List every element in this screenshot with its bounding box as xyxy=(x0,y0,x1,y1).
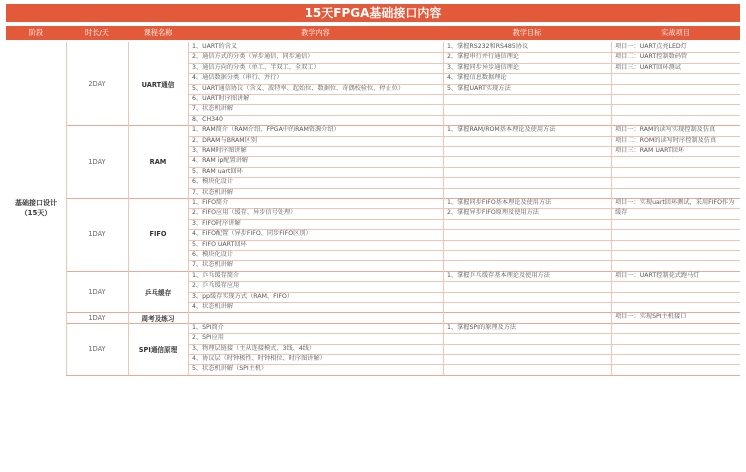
goal-cell xyxy=(447,104,609,114)
header-goal: 教学目标 xyxy=(512,28,542,37)
goal-cell: 2、掌握异步FIFO原理及使用方法 xyxy=(447,209,539,217)
content-cell: 1、FIFO简介 xyxy=(192,199,229,206)
course-name-cell: 乒乓缓存 xyxy=(144,288,172,297)
goal-cell: 4、掌握信息数据理论 xyxy=(447,74,507,82)
stage-label: 基础接口设计 xyxy=(15,199,57,208)
project-cell xyxy=(615,167,738,177)
duration-cell: 1DAY xyxy=(88,313,106,322)
course-name-cell: UART通信 xyxy=(141,80,175,89)
content-cell: 3、物理层链接（主从连接模式、3线、4线） xyxy=(192,344,316,352)
stage-cell xyxy=(6,42,66,375)
project-cell xyxy=(615,302,738,312)
goal-cell xyxy=(447,302,609,312)
header-content: 教学内容 xyxy=(301,28,330,37)
column-divider xyxy=(188,42,189,375)
content-cell: 5、UART通信协议（含义、波特率、起始位、数据位、奇偶校验位、停止位） xyxy=(192,84,405,92)
content-cell: 7、状态机讲解 xyxy=(192,261,234,269)
goal-cell xyxy=(447,354,609,364)
project-cell: 项目一：实现uart回环测试，采用FIFO作为 xyxy=(615,199,735,206)
content-cell: 8、CH340 xyxy=(192,115,223,123)
project-cell: 项目一：UART控制花式跑马灯 xyxy=(615,271,700,279)
project-cell xyxy=(615,73,738,83)
goal-cell xyxy=(447,156,609,166)
project-cell xyxy=(615,188,738,198)
project-cell: 项目一：实现SPI主机接口 xyxy=(615,313,687,321)
project-cell xyxy=(615,177,738,187)
project-cell xyxy=(615,240,738,250)
duration-cell: 1DAY xyxy=(88,230,106,239)
group-divider xyxy=(66,375,740,376)
content-cell: 6、模块化设计 xyxy=(192,178,234,186)
goal-cell xyxy=(447,344,609,354)
content-cell: 5、RAM uart回环 xyxy=(192,167,243,175)
content-cell: 1、RAM简介（RAM介绍、FPGA中的RAM资源介绍） xyxy=(192,126,340,134)
goal-cell xyxy=(447,260,609,270)
project-cell: 缓存 xyxy=(615,209,628,217)
project-cell: 项目二：UART控制数码管 xyxy=(615,53,688,61)
project-cell xyxy=(615,364,738,374)
project-cell: 项目三：RAM UART回环 xyxy=(615,147,685,154)
header-stage: 阶段 xyxy=(28,28,44,37)
project-cell xyxy=(615,333,738,343)
goal-cell xyxy=(447,177,609,187)
goal-cell: 1、掌握RS232和RS485协议 xyxy=(447,43,529,50)
goal-cell: 2、掌握串行并行通信理论 xyxy=(447,53,519,61)
goal-cell xyxy=(447,188,609,198)
column-divider xyxy=(443,42,444,375)
content-cell: 5、状态机讲解（SPI主机） xyxy=(192,365,268,373)
project-cell: 项目一：UART点亮LED灯 xyxy=(615,43,687,50)
column-divider xyxy=(66,42,67,375)
duration-cell: 1DAY xyxy=(88,287,106,296)
project-cell xyxy=(615,323,738,333)
content-cell: 3、通信方向的分类（单工、半双工、全双工） xyxy=(192,63,320,71)
page-title: 15天FPGA基础接口内容 xyxy=(6,4,740,22)
table-header xyxy=(6,26,740,40)
course-name-cell: RAM xyxy=(149,157,167,166)
goal-cell xyxy=(447,219,609,229)
goal-cell: 1、掌握SPI的原理及方法 xyxy=(447,323,517,331)
project-cell xyxy=(615,104,738,114)
content-cell: 4、状态机讲解 xyxy=(192,303,234,310)
content-cell: 3、FIFO时序讲解 xyxy=(192,219,241,227)
duration-cell: 2DAY xyxy=(88,79,106,88)
content-cell: 4、RAM ip配置讲解 xyxy=(192,157,249,165)
goal-cell xyxy=(447,292,609,302)
goal-cell xyxy=(447,333,609,343)
content-cell: 4、通信数据分类（串行、并行） xyxy=(192,74,283,82)
project-cell xyxy=(615,219,738,229)
goal-cell: 1、掌握RAM/ROM基本理论及使用方法 xyxy=(447,126,556,134)
project-cell xyxy=(615,84,738,94)
content-cell: 1、UART的含义 xyxy=(192,43,238,50)
content-cell: 4、协议层（时钟极性、时钟相位、时序图讲解） xyxy=(192,355,326,362)
content-cell: 6、UART时序图讲解 xyxy=(192,95,250,102)
goal-cell xyxy=(447,312,609,322)
goal-cell xyxy=(447,167,609,177)
column-divider xyxy=(128,42,129,375)
content-cell: 2、DRAM与BRAM区别 xyxy=(192,136,257,144)
content-cell: 5、FIFO UART回环 xyxy=(192,240,247,248)
content-cell: 1、乒乓缓存简介 xyxy=(192,271,240,279)
goal-cell xyxy=(447,94,609,104)
project-cell: 项目一：RAM的读写实现控制及仿真 xyxy=(615,126,716,134)
project-cell xyxy=(615,115,738,125)
project-cell xyxy=(615,354,738,364)
project-cell xyxy=(615,281,738,291)
goal-cell: 1、掌握同步FIFO基本理论及使用方法 xyxy=(447,199,552,206)
content-cell: 2、FIFO应用（缓存、异步信号处理） xyxy=(192,209,297,217)
project-cell xyxy=(615,292,738,302)
stage-days: （15天） xyxy=(20,209,52,218)
content-cell: 4、FIFO配置（异步FIFO、同步FIFO区别） xyxy=(192,230,312,238)
header-course: 课程名称 xyxy=(143,28,173,37)
content-cell: 2、乒乓缓存应用 xyxy=(192,282,240,290)
content-cell: 7、状态机讲解 xyxy=(192,188,234,196)
course-name-cell: FIFO xyxy=(149,230,167,239)
goal-cell xyxy=(447,240,609,250)
goal-cell xyxy=(447,136,609,146)
content-cell: 2、SPI应用 xyxy=(192,334,224,342)
header-duration: 时长/天 xyxy=(85,28,109,37)
project-cell: 项目二：ROM的读写时序控制及仿真 xyxy=(615,136,717,144)
duration-cell: 1DAY xyxy=(88,157,106,166)
project-cell xyxy=(615,250,738,260)
content-cell: 6、模块化设计 xyxy=(192,251,234,258)
content-cell xyxy=(192,312,441,322)
project-cell xyxy=(615,344,738,354)
goal-cell xyxy=(447,364,609,374)
course-name-cell: SPI通信原理 xyxy=(138,345,178,354)
content-cell: 1、SPI简介 xyxy=(192,323,224,331)
project-cell xyxy=(615,260,738,270)
goal-cell: 5、掌握UART实现方法 xyxy=(447,84,511,92)
content-cell: 7、状态机讲解 xyxy=(192,105,234,113)
goal-cell xyxy=(447,115,609,125)
project-cell xyxy=(615,156,738,166)
goal-cell xyxy=(447,146,609,156)
content-cell: 2、通信方式的分类（异步通信、同步通信） xyxy=(192,53,314,61)
goal-cell: 1、掌握乒乓缓存基本理论及使用方法 xyxy=(447,271,550,279)
column-divider xyxy=(611,42,612,375)
project-cell xyxy=(615,94,738,104)
goal-cell: 3、掌握同步异步通信理论 xyxy=(447,63,519,71)
goal-cell xyxy=(447,229,609,239)
header-project: 实战项目 xyxy=(661,28,690,37)
course-name-cell: 周考及练习 xyxy=(141,314,175,323)
content-cell: 3、pp缓存实现方式（RAM、FIFO） xyxy=(192,292,294,300)
duration-cell: 1DAY xyxy=(88,344,106,353)
project-cell: 项目三：UART回环测试 xyxy=(615,63,681,71)
content-cell: 3、RAM时序图讲解 xyxy=(192,147,247,154)
goal-cell xyxy=(447,281,609,291)
goal-cell xyxy=(447,250,609,260)
project-cell xyxy=(615,229,738,239)
